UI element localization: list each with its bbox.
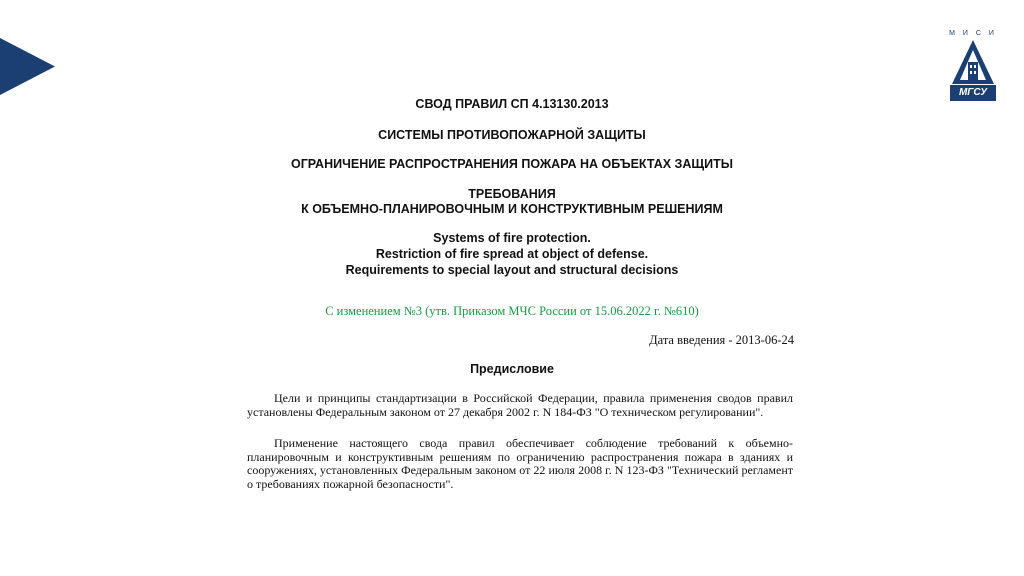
english-title-line-1: Systems of fire protection. — [433, 231, 591, 245]
preface-heading: Предисловие — [470, 362, 554, 376]
doc-requirements-title: ТРЕБОВАНИЯ — [468, 187, 556, 201]
amendment-note: С изменением №3 (утв. Приказом МЧС России от 15.06.2022 г. №610) — [325, 304, 699, 318]
logo-bottom-text: МГСУ — [950, 85, 996, 101]
doc-subject-title: ОГРАНИЧЕНИЕ РАСПРОСТРАНЕНИЯ ПОЖАРА НА ОБЪЕКТАХ ЗАЩИТЫ — [291, 157, 733, 171]
doc-code-title: СВОД ПРАВИЛ СП 4.13130.2013 — [415, 97, 609, 111]
doc-requirements-subtitle: К ОБЪЕМНО-ПЛАНИРОВОЧНЫМ И КОНСТРУКТИВНЫМ РЕШЕНИЯМ — [301, 202, 723, 216]
preface-paragraph-1: Цели и принципы стандартизации в Российской Федерации, правила применения сводов правил установлены Федеральным законом от 27 декабря 2002 г. N 184-ФЗ "О техническом регулировании". — [247, 391, 793, 419]
english-title-line-2: Restriction of fire spread at object of defense. — [375, 247, 649, 261]
preface-paragraph-2: Применение настоящего свода правил обеспечивает соблюдение требований к объемно-планировочным и конструктивным решениям по ограничению распространения пожара в зданиях и сооружениях, установленных Федеральным законом от 22 июля 2008 г. N 123-ФЗ "Технический регламент о требованиях пожарной безопасности". — [247, 436, 793, 491]
logo-top-text: М И С И — [949, 30, 997, 37]
mgsu-logo — [948, 30, 998, 102]
doc-system-title: СИСТЕМЫ ПРОТИВОПОЖАРНОЙ ЗАЩИТЫ — [378, 128, 646, 142]
slide-arrow-icon — [0, 38, 55, 95]
english-title-line-3: Requirements to special layout and structural decisions — [345, 263, 679, 277]
logo-building-icon — [952, 40, 994, 84]
effective-date: Дата введения - 2013-06-24 — [649, 333, 794, 347]
